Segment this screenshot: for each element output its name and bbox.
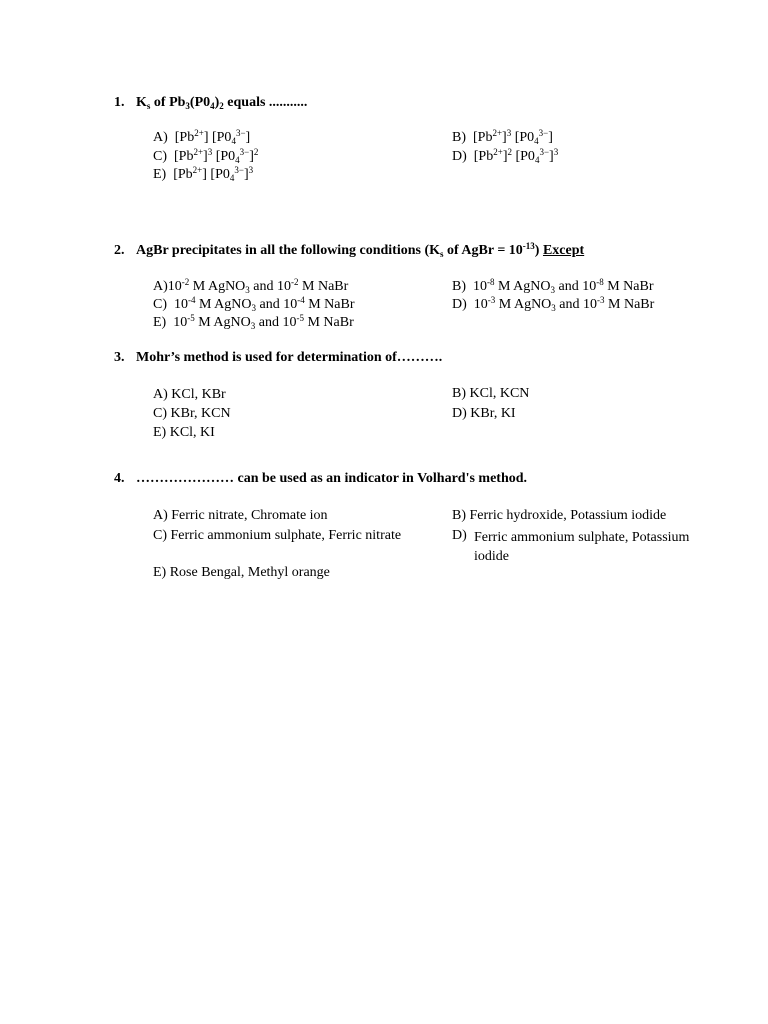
q3-option-b[interactable]: B) KCl, KCN [452,386,530,401]
q4-option-d[interactable]: D) Ferric ammonium sulphate, Potassium iodide [452,528,690,564]
q4-option-b[interactable]: B) Ferric hydroxide, Potassium iodide [452,508,667,523]
q1-option-d[interactable]: D) $[Pb^{2+}]^2$ $[P0_4^{3-}]^3$ [452,147,559,165]
q2-option-b[interactable]: B) $10^{-8}$ M AgNO$_3$ and $10^{-8}$ M NaBr [452,277,654,295]
question-number: 2. [114,243,125,258]
q1-option-c[interactable]: C) $[Pb^{2+}]^3$ $[P0_4^{3-}]^2$ [153,147,259,165]
except-keyword: Except [542,243,585,258]
question-1 [114,95,307,111]
question-number: 4. [114,471,125,486]
q4-option-a[interactable]: A) Ferric nitrate, Chromate ion [153,508,328,523]
q1-option-e[interactable]: E) $[Pb^{2+}]$ $[P0_4^{3-}]^3$ [153,165,254,183]
q3-option-c[interactable]: C) KBr, KCN [153,406,231,421]
q2-option-e[interactable]: E) $10^{-5}$ M AgNO$_3$ and $10^{-5}$ M NaBr [153,313,354,331]
q2-option-a[interactable]: $A)10^{-2}$ M AgNO$_3$ and $10^{-2}$ M NaBr [153,277,349,295]
q1-option-a[interactable]: A) $[Pb^{2+}]$ $[P0_4^{3-}]$ [153,128,251,146]
question-stem: AgBr precipitates in all the following conditions ($K_s$ of AgBr = $10^{-13}$) Except [136,241,585,259]
q1-option-b[interactable]: B) $[Pb^{2+}]^3$ $[P0_4^{3-}]$ [452,128,553,146]
question-4 [114,471,527,487]
q4-option-c[interactable]: C) Ferric ammonium sulphate, Ferric nitrate [153,528,402,543]
question-stem: $K_s$ of $Pb_3(P0_4)_2$ equals ........... [136,95,308,111]
question-number: 1. [114,95,125,110]
question-2 [114,243,584,259]
q2-option-c[interactable]: C) $10^{-4}$ M AgNO$_3$ and $10^{-4}$ M NaBr [153,295,355,313]
q3-option-a[interactable]: A) KCl, KBr [153,387,226,402]
q2-option-d[interactable]: D) $10^{-3}$ M AgNO$_3$ and $10^{-3}$ M NaBr [452,295,655,313]
q3-option-e[interactable]: E) KCl, KI [153,425,215,440]
q3-option-d[interactable]: D) KBr, KI [452,406,516,421]
question-3 [114,350,442,366]
question-stem: ………………… can be used as an indicator in Volhard's method. [136,471,528,486]
question-stem: Mohr’s method is used for determination of………. [136,350,443,365]
question-number: 3. [114,350,125,365]
q4-option-e[interactable]: E) Rose Bengal, Methyl orange [153,565,330,580]
